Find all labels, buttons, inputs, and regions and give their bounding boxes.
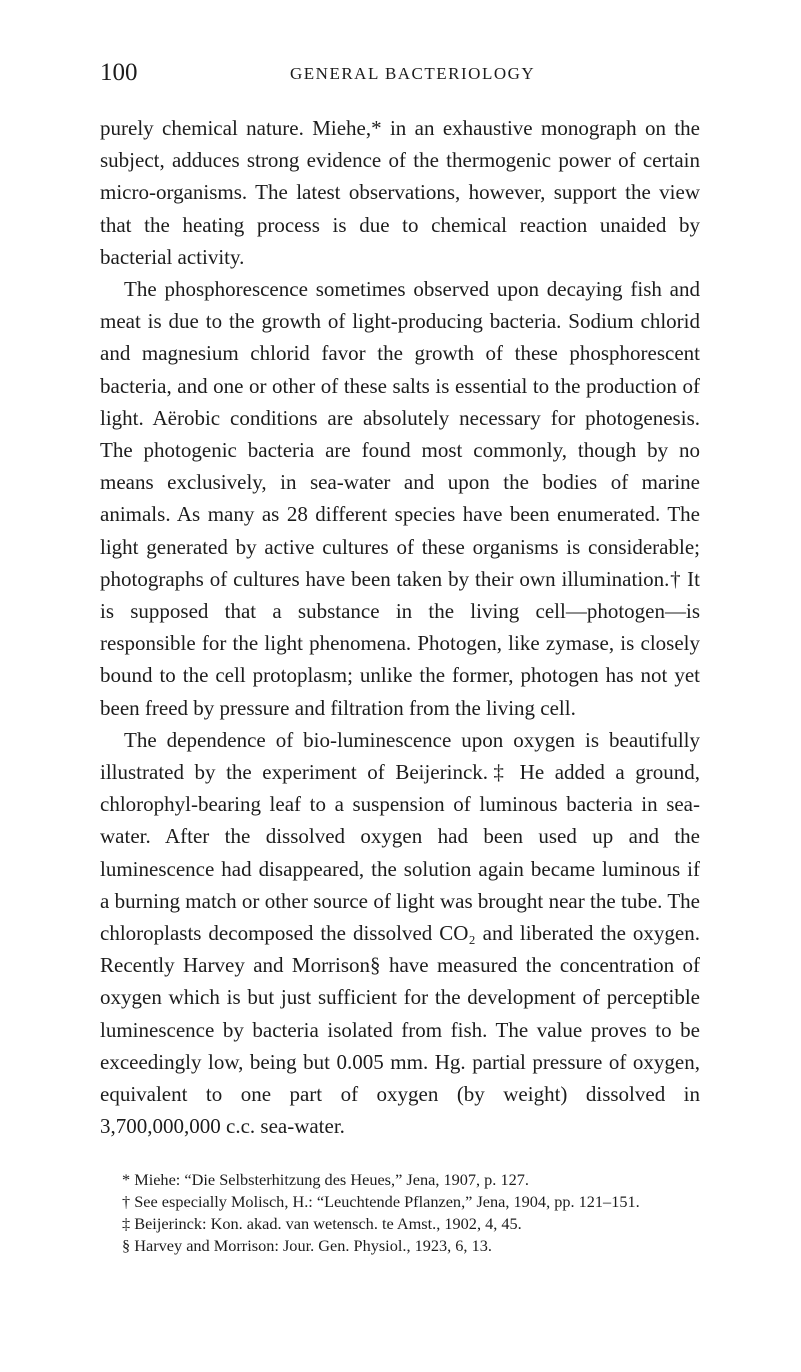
running-head: GENERAL BACTERIOLOGY: [290, 64, 536, 83]
footnotes: [100, 1169, 700, 1257]
page-header: [100, 58, 700, 88]
footnote-miehe: * Miehe: “Die Selbsterhitzung des Heues,” Jena, 1907, p. 127.: [122, 1170, 529, 1189]
page-number: 100: [100, 59, 138, 86]
footnote-beijerinck: ‡ Beijerinck: Kon. akad. van wetensch. te Amst., 1902, 4, 45.: [122, 1214, 522, 1233]
footnote-harvey-morrison: § Harvey and Morrison: Jour. Gen. Physiol., 1923, 6, 13.: [122, 1236, 492, 1255]
footnote-molisch: † See especially Molisch, H.: “Leuchtende Pflanzen,” Jena, 1904, pp. 121–151.: [122, 1192, 640, 1211]
paragraph-oxygen-dependence: The dependence of bio-luminescence upon oxygen is beautifully illustrated by the experiment of Beijerinck.‡ He added a ground, chlorophyl-bearing leaf to a suspension of luminous bacteria in sea-water. After the dissolved oxygen had been used up and the luminescence had disappeared, the solution again became luminous if a burning match or other source of light was brought near the tube. The chloroplasts decomposed the dissolved CO₂ and liberated the oxygen. Recently Harvey and Morrison§ have measured the concentration of oxygen which is but just sufficient for the development of perceptible luminescence by bacteria isolated from fish. The value proves to be exceedingly low, being but 0.005 mm. Hg. partial pressure of oxygen, equivalent to one part of oxygen (by weight) dissolved in 3,700,000,000 c.c. sea-water.: [100, 727, 700, 1139]
body-text: [100, 112, 700, 1143]
paragraph-continued: purely chemical nature. Miehe,* in an exhaustive monograph on the subject, adduces strong evidence of the thermogenic power of certain micro-organisms. The latest observations, however, support the view that the heating process is due to chemical reaction unaided by bacterial activity.: [100, 116, 700, 269]
paragraph-phosphorescence: The phosphorescence sometimes observed upon decaying fish and meat is due to the growth of light-producing bacteria. Sodium chlorid and magnesium chlorid favor the growth of these phosphorescent bacteria, and one or other of these salts is essential to the production of light. Aërobic conditions are absolutely necessary for photogenesis. The photogenic bacteria are found most commonly, though by no means exclusively, in sea-water and upon the bodies of marine animals. As many as 28 different species have been enumerated. The light generated by active cultures of these organisms is considerable; photographs of cultures have been taken by their own illumination.† It is supposed that a substance in the living cell—photogen—is responsible for the light phenomena. Photogen, like zymase, is closely bound to the cell protoplasm; unlike the former, photogen has not yet been freed by pressure and filtration from the living cell.: [100, 277, 700, 720]
